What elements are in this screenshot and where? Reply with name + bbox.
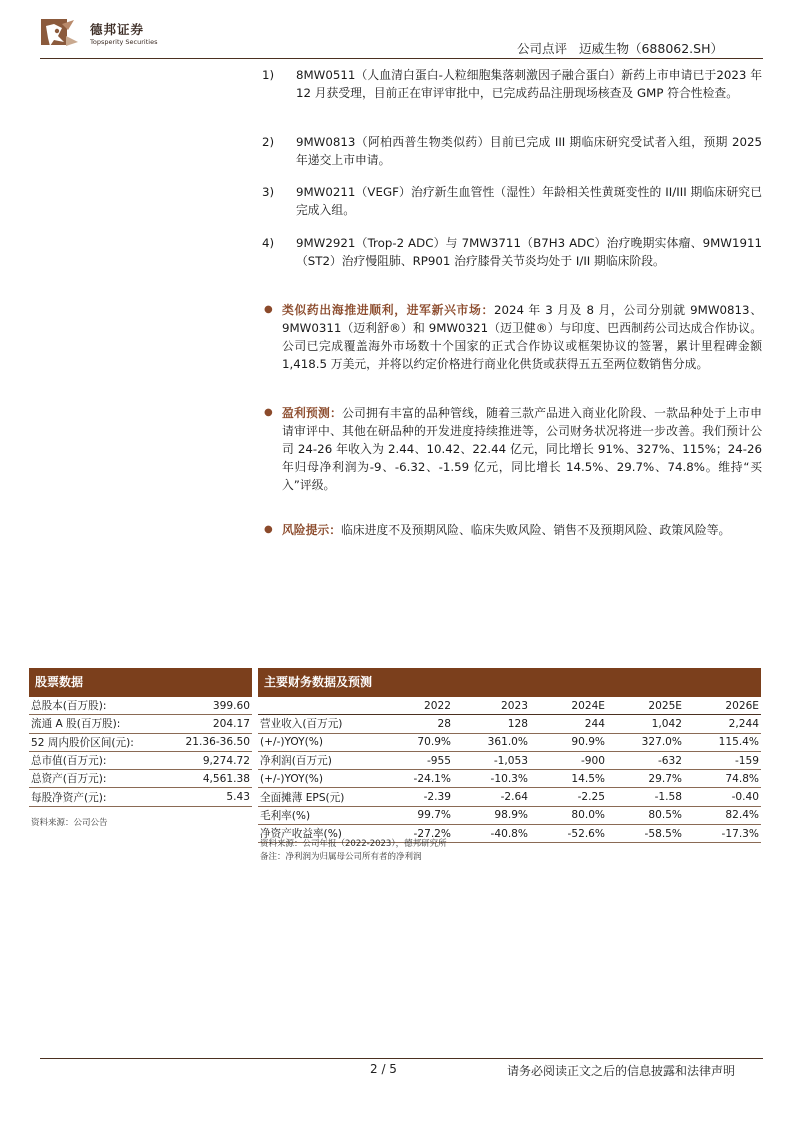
table-row — [258, 806, 761, 824]
table-row — [29, 733, 252, 751]
item-text: 9MW2921（Trop-2 ADC）与 7MW3711（B7H3 ADC）治疗晚期实体瘤、9MW1911（ST2）治疗慢阻肺、RP901 治疗膝骨关节炎均处于 I/II 期临床阶段。 — [296, 236, 762, 268]
column-header: 2026E — [684, 697, 761, 715]
table-row — [258, 733, 761, 751]
table-row — [29, 788, 252, 806]
fin-table-title: 主要财务数据及预测 — [258, 668, 761, 697]
cell: -58.5% — [607, 825, 684, 843]
column-header: 2022 — [376, 697, 453, 715]
cell: -10.3% — [453, 770, 530, 788]
item-number: 2) — [262, 135, 275, 149]
row-value: 204.17 — [165, 715, 252, 733]
cell: 115.4% — [684, 733, 761, 751]
row-label: 毛利率(%) — [258, 806, 376, 824]
cell: -1.58 — [607, 788, 684, 806]
row-label: 总市值(百万元): — [29, 751, 165, 769]
report-header — [517, 39, 723, 57]
fin-table — [258, 697, 761, 843]
table-row — [258, 751, 761, 769]
cell: -159 — [684, 751, 761, 769]
row-label: 流通 A 股(百万股): — [29, 715, 165, 733]
cell: 99.7% — [376, 806, 453, 824]
cell: 74.8% — [684, 770, 761, 788]
bullet-title: 盈利预测： — [282, 406, 343, 420]
cell: -2.64 — [453, 788, 530, 806]
item-number: 4) — [262, 236, 275, 250]
cell: 70.9% — [376, 733, 453, 751]
footer-disclaimer: 请务必阅读正文之后的信息披露和法律声明 — [506, 1064, 735, 1078]
doc-type: 公司点评 — [517, 41, 568, 56]
row-value: 5.43 — [165, 788, 252, 806]
bullet-text: 2024 年 3 月及 8 月，公司分别就 9MW0813、9MW0311（迈利舒®）和 9MW0321（迈卫健®）与印度、巴西制药公司达成合作协议。公司已完成覆盖海外市场数十个国家的正式合作协议或框架协议的签署，累计里程碑金额 1,418.5 万美元，并将以约定价格进行商业化供货或获得五五至两位数销售分成。 — [282, 303, 762, 371]
bullet-icon: ● — [264, 524, 273, 535]
table-row — [258, 788, 761, 806]
cell: -40.8% — [453, 825, 530, 843]
cell: -1,053 — [453, 751, 530, 769]
table-row — [258, 715, 761, 733]
cell: -632 — [607, 751, 684, 769]
stock-table — [29, 697, 252, 807]
cell: -2.25 — [530, 788, 607, 806]
row-label: 全面摊薄 EPS(元) — [258, 788, 376, 806]
row-value: 4,561.38 — [165, 770, 252, 788]
cell: 244 — [530, 715, 607, 733]
fin-note: 备注：净利润为归属母公司所有者的净利润 — [260, 852, 422, 862]
column-header: 2023 — [453, 697, 530, 715]
cell: 90.9% — [530, 733, 607, 751]
row-label: 52 周内股价区间(元): — [29, 733, 165, 751]
item-number: 3) — [262, 185, 275, 199]
fin-source: 资料来源：公司年报（2022-2023），德邦研究所 — [260, 839, 447, 849]
cell: 98.9% — [453, 806, 530, 824]
cell: 82.4% — [684, 806, 761, 824]
cell: -27.2% — [376, 825, 453, 843]
cell: -0.40 — [684, 788, 761, 806]
cell: -900 — [530, 751, 607, 769]
cell: -2.39 — [376, 788, 453, 806]
cell: -17.3% — [684, 825, 761, 843]
logo-text-cn: 德邦证券 — [90, 22, 145, 37]
bullet-text: 公司拥有丰富的品种管线，随着三款产品进入商业化阶段、一款品种处于上市申请审评中、其他在研品种的开发进度持续推进等，公司财务状况将进一步改善。我们预计公司 24-26 年收入为 2.44、10.42、22.44 亿元，同比增长 91%、327%、115%；24-26 年归母净利润为-9、-6.32、-1.59 亿元，同比增长 14.5%、29.7%、74.8%。维持“买入”评级。 — [282, 406, 762, 492]
topsperity-logo-icon — [40, 16, 80, 56]
cell: 128 — [453, 715, 530, 733]
table-row — [29, 715, 252, 733]
row-value: 21.36-36.50 — [165, 733, 252, 751]
cell: 327.0% — [607, 733, 684, 751]
pipeline-item — [262, 66, 762, 102]
bullet-overseas — [262, 301, 762, 373]
row-label: 总资产(百万元): — [29, 770, 165, 788]
pipeline-item — [262, 183, 762, 219]
company-name: 迈威生物（688062.SH） — [578, 41, 723, 56]
footer-divider — [40, 1058, 763, 1059]
cell: 1,042 — [607, 715, 684, 733]
item-text: 8MW0511（人血清白蛋白-人粒细胞集落刺激因子融合蛋白）新药上市申请已于2023 年 12 月获受理，目前正在审评审批中，已完成药品注册现场核查及 GMP 符合性检查。 — [296, 68, 762, 100]
cell: -955 — [376, 751, 453, 769]
bullet-title: 风险提示： — [282, 523, 341, 537]
row-label: (+/-)YOY(%) — [258, 733, 376, 751]
row-label: 净资产收益率(%) — [258, 825, 376, 843]
cell: 80.5% — [607, 806, 684, 824]
cell: 28 — [376, 715, 453, 733]
stock-source: 资料来源：公司公告 — [31, 818, 108, 828]
logo-text-en: Topsperity Securities — [90, 38, 158, 46]
row-label: (+/-)YOY(%) — [258, 770, 376, 788]
row-label: 每股净资产(元): — [29, 788, 165, 806]
item-text: 9MW0211（VEGF）治疗新生血管性（湿性）年龄相关性黄斑变性的 II/III 期临床研究已完成入组。 — [296, 185, 762, 217]
table-row — [29, 697, 252, 715]
bullet-icon: ● — [264, 304, 273, 315]
table-header-row — [258, 697, 761, 715]
bullet-title: 类似药出海推进顺利，进军新兴市场： — [282, 303, 494, 317]
row-value: 399.60 — [165, 697, 252, 715]
bullet-forecast — [262, 404, 762, 494]
row-value: 9,274.72 — [165, 751, 252, 769]
table-row — [29, 751, 252, 769]
bullet-text: 临床进度不及预期风险、临床失败风险、销售不及预期风险、政策风险等。 — [341, 523, 731, 537]
cell: -24.1% — [376, 770, 453, 788]
stock-table-title: 股票数据 — [29, 668, 252, 697]
row-label: 营业收入(百万元) — [258, 715, 376, 733]
column-header: 2025E — [607, 697, 684, 715]
cell: 80.0% — [530, 806, 607, 824]
row-label: 总股本(百万股): — [29, 697, 165, 715]
company-logo — [40, 16, 172, 56]
row-label: 净利润(百万元) — [258, 751, 376, 769]
table-row — [258, 770, 761, 788]
cell: -52.6% — [530, 825, 607, 843]
column-header: 2024E — [530, 697, 607, 715]
column-header — [258, 697, 376, 715]
page-number: 2 / 5 — [370, 1062, 397, 1076]
pipeline-item — [262, 133, 762, 169]
bullet-risk — [262, 521, 762, 539]
table-row — [29, 770, 252, 788]
cell: 2,244 — [684, 715, 761, 733]
pipeline-item — [262, 234, 762, 270]
item-number: 1) — [262, 68, 275, 82]
bullet-icon: ● — [264, 407, 273, 418]
header-divider — [40, 58, 763, 59]
cell: 29.7% — [607, 770, 684, 788]
cell: 14.5% — [530, 770, 607, 788]
cell: 361.0% — [453, 733, 530, 751]
item-text: 9MW0813（阿柏西普生物类似药）目前已完成 III 期临床研究受试者入组，预期 2025 年递交上市申请。 — [296, 135, 762, 167]
